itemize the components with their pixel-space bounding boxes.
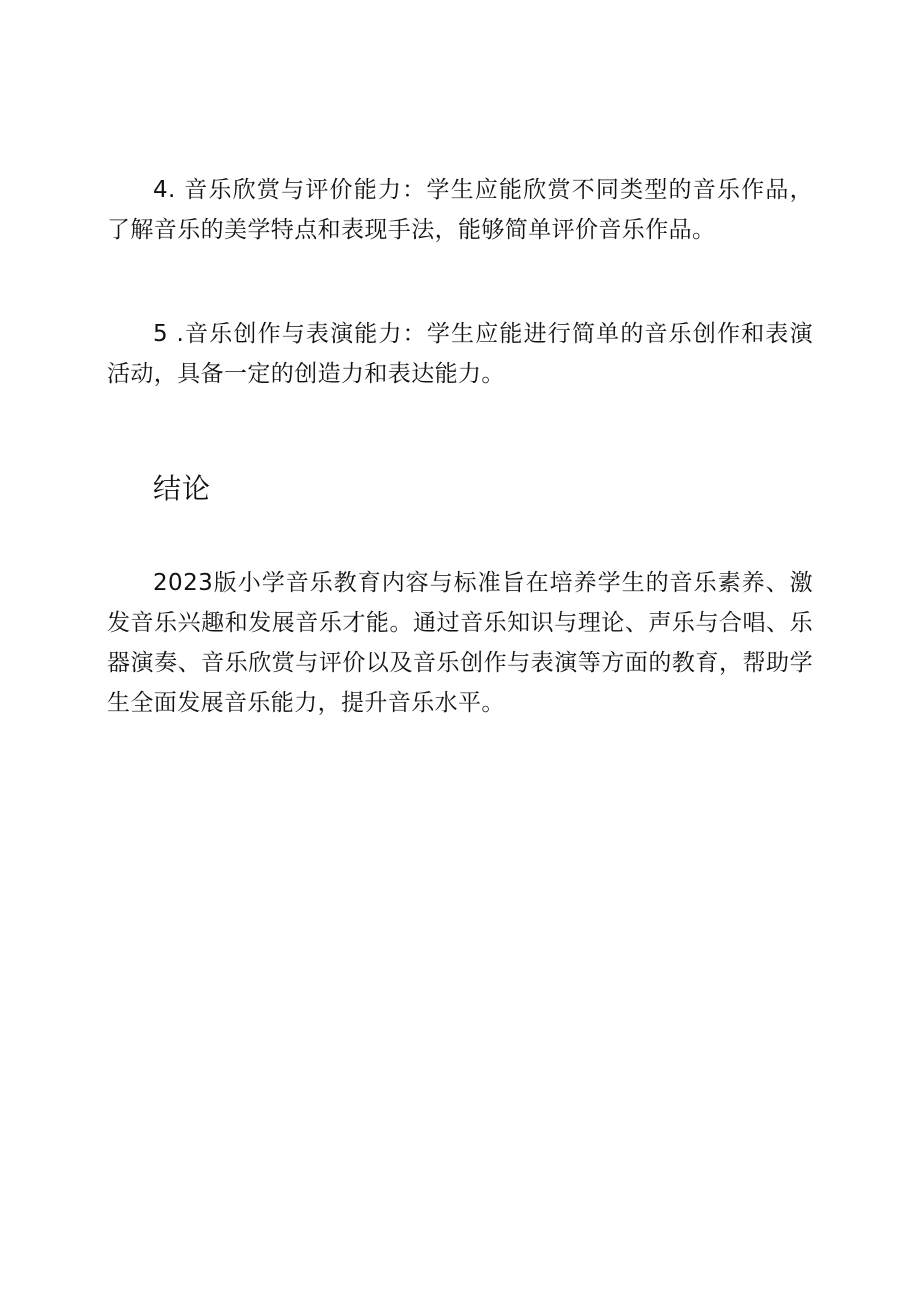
ability-item-4: 4. 音乐欣赏与评价能力：学生应能欣赏不同类型的音乐作品，了解音乐的美学特点和表现手法，能够简单评价音乐作品。	[107, 177, 813, 243]
conclusion-paragraph: 2023版小学音乐教育内容与标准旨在培养学生的音乐素养、激发音乐兴趣和发展音乐才能。通过音乐知识与理论、声乐与合唱、乐器演奏、音乐欣赏与评价以及音乐创作与表演等方面的教育，帮助学生全面发展音乐能力，提升音乐水平。	[107, 570, 813, 716]
ability-item-5: 5 .音乐创作与表演能力：学生应能进行简单的音乐创作和表演活动，具备一定的创造力和表达能力。	[107, 321, 813, 387]
conclusion-heading: 结论	[153, 472, 212, 505]
